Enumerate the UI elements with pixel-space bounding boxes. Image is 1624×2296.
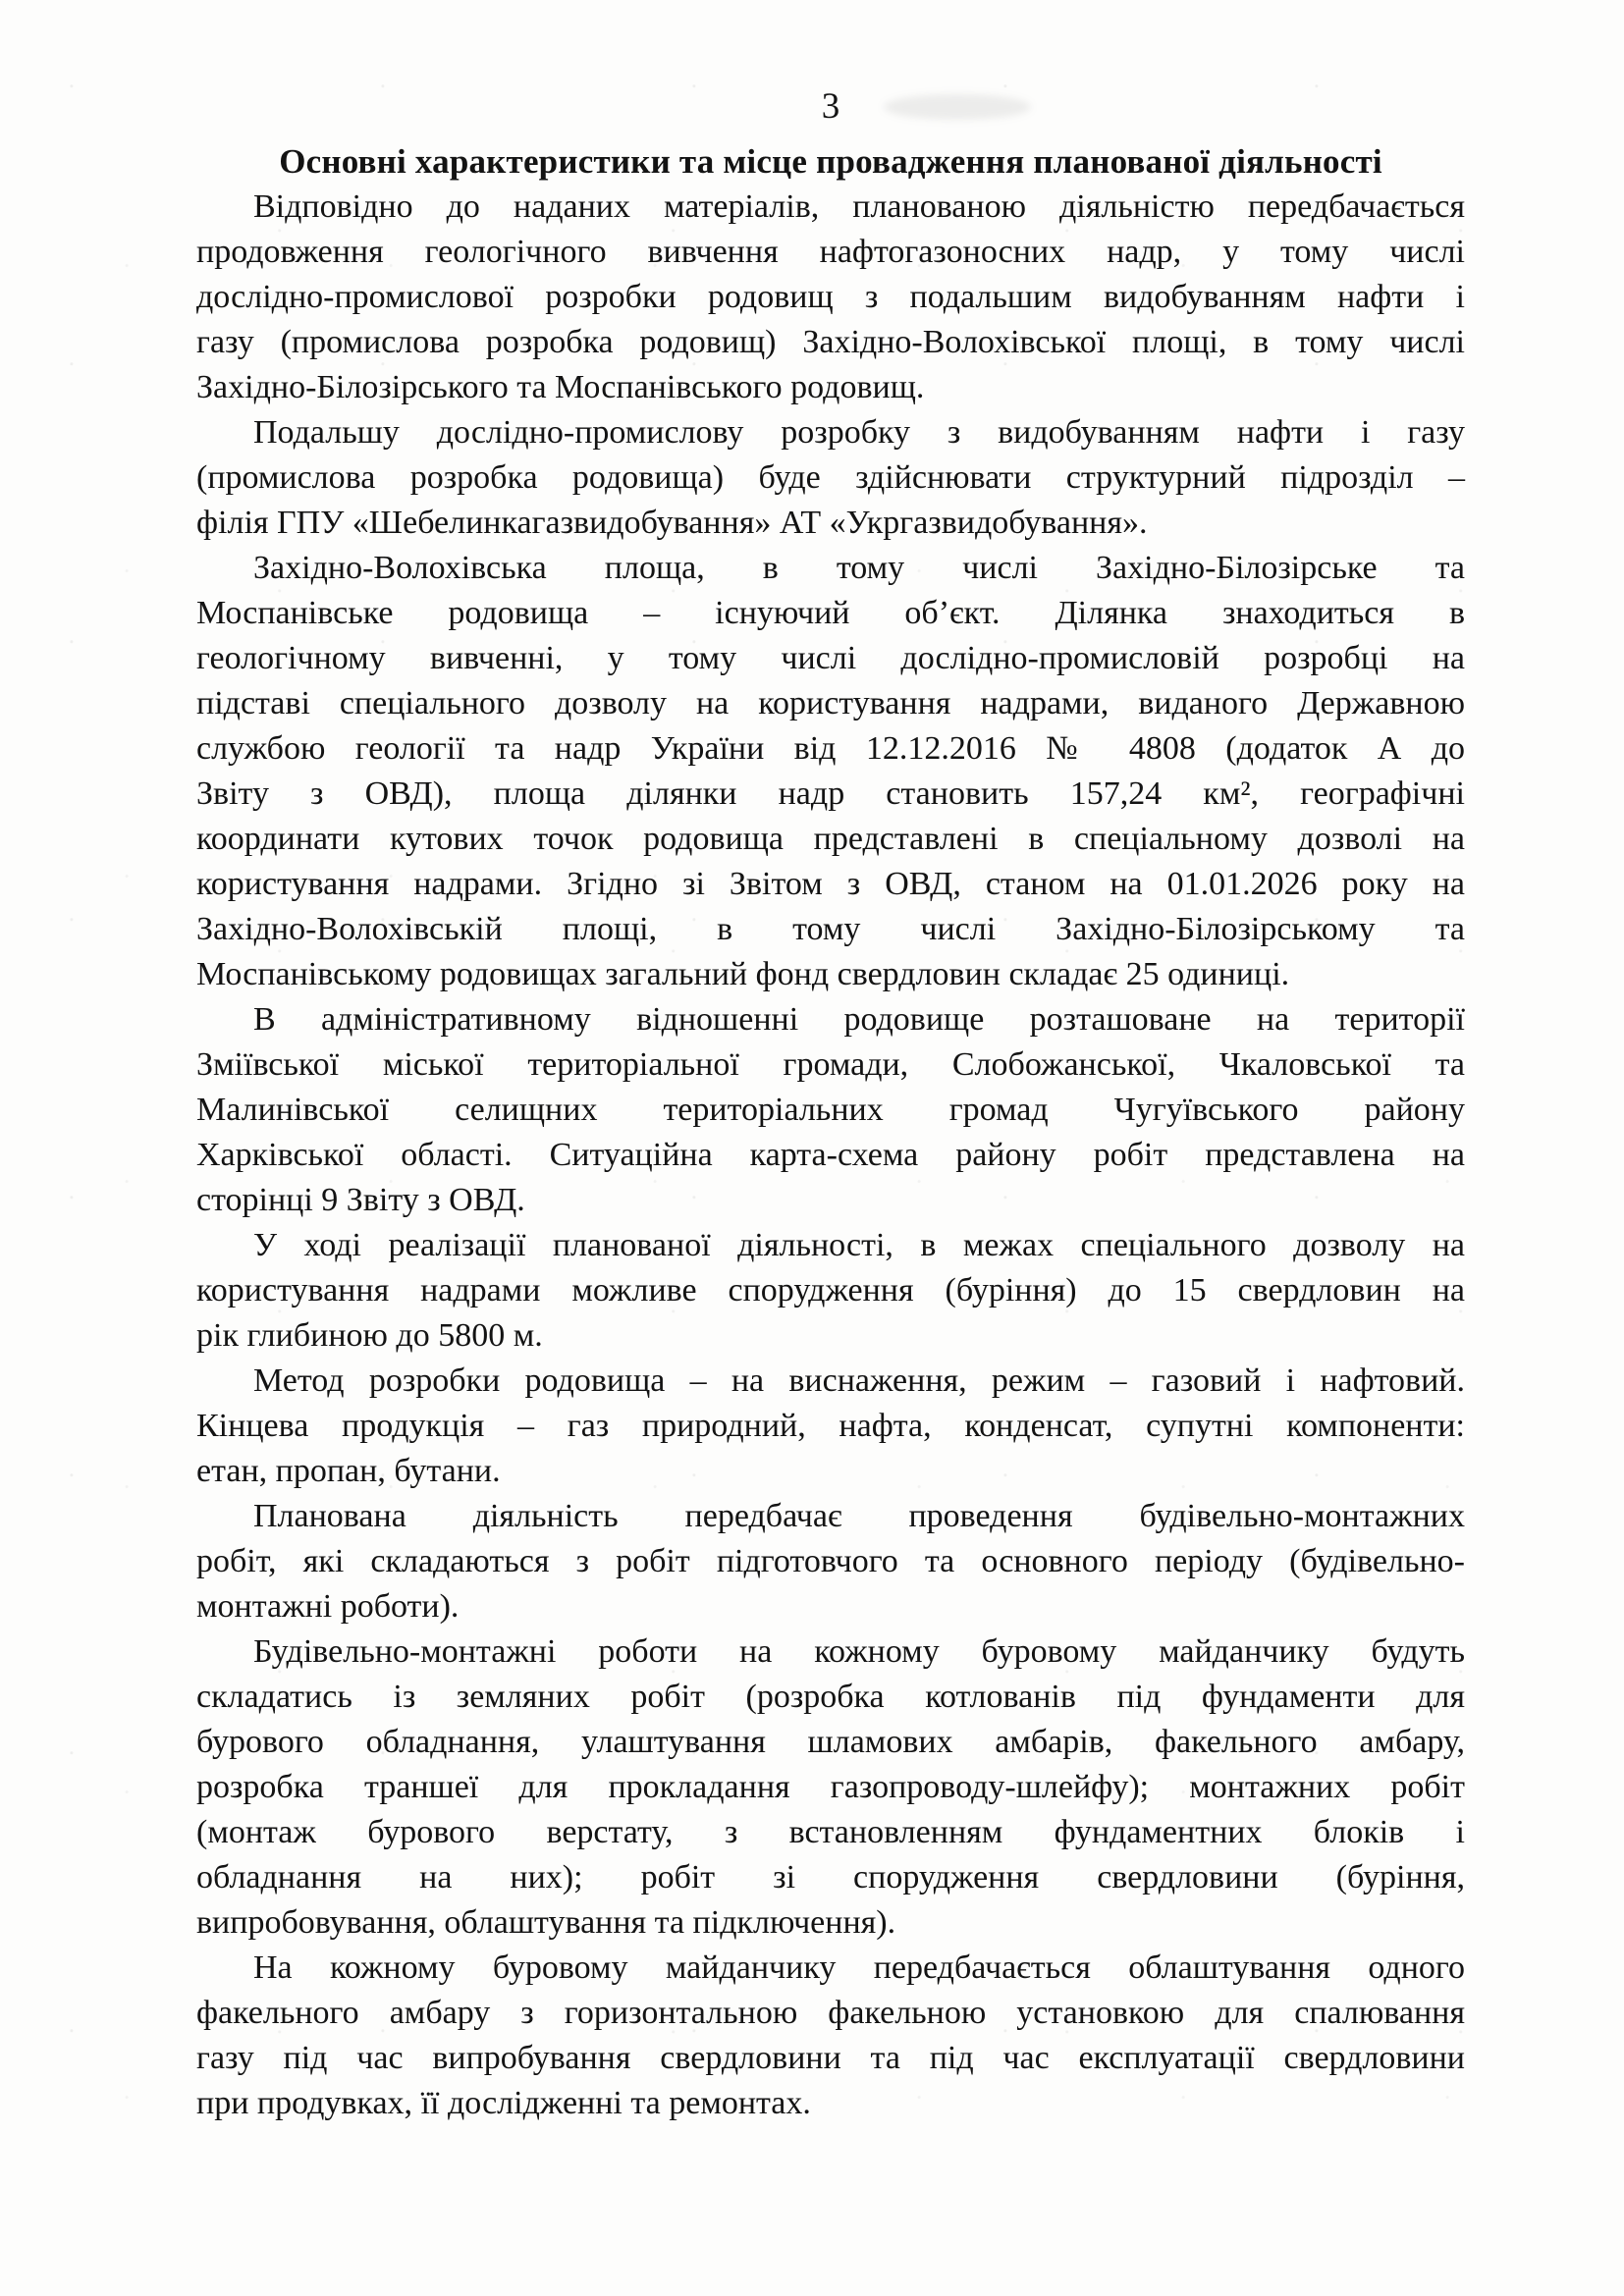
- paragraph: [196, 997, 1465, 1223]
- text-line: при продувках, її дослідженні та ремонтах.: [196, 2085, 811, 2121]
- text-line: складатись із земляних робіт (розробка котлованів під фундаменти для: [196, 1679, 1465, 1715]
- paragraph: [196, 1946, 1465, 2126]
- text-line: Зміївської міської територіальної громади, Слобожанської, Чкаловської та: [196, 1046, 1465, 1083]
- text-line: робіт, які складаються з робіт підготовчого та основного періоду (будівельно-: [196, 1543, 1465, 1579]
- text-line: факельного амбару з горизонтальною факельною установкою для спалювання: [196, 1995, 1465, 2031]
- text-line: обладнання на них); робіт зі спорудження свердловини (буріння,: [196, 1859, 1465, 1896]
- text-line: службою геології та надр України від 12.12.2016 № 4808 (додаток А до: [196, 730, 1465, 767]
- paragraph: [196, 1359, 1465, 1494]
- text-line: газу під час випробування свердловини та під час експлуатації свердловини: [196, 2040, 1465, 2076]
- text-line: підставі спеціального дозволу на користування надрами, виданого Державною: [196, 685, 1465, 721]
- page-number: 3: [821, 86, 840, 127]
- text-line: Малинівської селищних територіальних громад Чугуївського району: [196, 1092, 1465, 1128]
- text-line: сторінці 9 Звіту з ОВД.: [196, 1182, 525, 1218]
- text-line: Кінцева продукція – газ природний, нафта, конденсат, супутні компоненти:: [196, 1408, 1465, 1444]
- text-line: користування надрами. Згідно зі Звітом з ОВД, станом на 01.01.2026 року на: [196, 866, 1465, 902]
- text-line: (промислова розробка родовища) буде здійснювати структурний підрозділ –: [196, 459, 1465, 496]
- text-line: Відповідно до наданих матеріалів, планованою діяльністю передбачається: [253, 188, 1465, 225]
- text-line: В адміністративному відношенні родовище розташоване на території: [253, 1001, 1465, 1038]
- text-line: Метод розробки родовища – на виснаження, режим – газовий і нафтовий.: [253, 1362, 1465, 1399]
- text-line: продовження геологічного вивчення нафтогазоносних надр, у тому числі: [196, 234, 1465, 270]
- text-line: Харківської області. Ситуаційна карта-схема району робіт представлена на: [196, 1137, 1465, 1173]
- text-line: Подальшу дослідно-промислову розробку з видобуванням нафти і газу: [253, 414, 1465, 451]
- text-line: Будівельно-монтажні роботи на кожному буровому майданчику будуть: [253, 1633, 1465, 1670]
- text-line: бурового обладнання, улаштування шламових амбарів, факельного амбару,: [196, 1724, 1465, 1760]
- text-line: У ході реалізації планованої діяльності, в межах спеціального дозволу на: [253, 1227, 1465, 1263]
- text-line: координати кутових точок родовища представлені в спеціальному дозволі на: [196, 821, 1465, 857]
- text-line: (монтаж бурового верстату, з встановленням фундаментних блоків і: [196, 1814, 1465, 1850]
- text-line: монтажні роботи).: [196, 1588, 460, 1625]
- text-line: Західно-Білозірського та Моспанівського родовищ.: [196, 369, 925, 405]
- text-line: розробка траншеї для прокладання газопроводу-шлейфу); монтажних робіт: [196, 1769, 1465, 1805]
- paragraph: [196, 1629, 1465, 1946]
- text-line: дослідно-промислової розробки родовищ з подальшим видобуванням нафти і: [196, 279, 1465, 315]
- text-line: На кожному буровому майданчику передбачається облаштування одного: [253, 1949, 1465, 1986]
- text-line: Моспанівське родовища – існуючий об’єкт. Ділянка знаходиться в: [196, 595, 1465, 631]
- text-line: геологічному вивченні, у тому числі дослідно-промисловій розробці на: [196, 640, 1465, 676]
- text-line: випробовування, облаштування та підключення).: [196, 1904, 896, 1941]
- paragraph: [196, 410, 1465, 546]
- text-line: філія ГПУ «Шебелинкагазвидобування» АТ «Укргазвидобування».: [196, 505, 1148, 541]
- text-line: рік глибиною до 5800 м.: [196, 1317, 543, 1354]
- paragraph: [196, 185, 1465, 410]
- section-heading: Основні характеристики та місце провадження планованої діяльності: [279, 142, 1382, 181]
- paragraph: [196, 1223, 1465, 1359]
- paragraph: [196, 1494, 1465, 1629]
- document-body: [196, 185, 1465, 2126]
- text-line: Західно-Волохівській площі, в тому числі Західно-Білозірському та: [196, 911, 1465, 947]
- text-line: газу (промислова розробка родовищ) Західно-Волохівської площі, в тому числі: [196, 324, 1465, 360]
- paragraph: [196, 546, 1465, 997]
- text-line: Західно-Волохівська площа, в тому числі Західно-Білозірське та: [253, 550, 1465, 586]
- text-line: користування надрами можливе спорудження (буріння) до 15 свердловин на: [196, 1272, 1465, 1308]
- text-line: Моспанівському родовищах загальний фонд свердловин складає 25 одиниці.: [196, 956, 1290, 992]
- text-line: Звіту з ОВД), площа ділянки надр становить 157,24 км², географічні: [196, 775, 1465, 812]
- text-line: Планована діяльність передбачає проведення будівельно-монтажних: [253, 1498, 1465, 1534]
- text-line: етан, пропан, бутани.: [196, 1453, 501, 1489]
